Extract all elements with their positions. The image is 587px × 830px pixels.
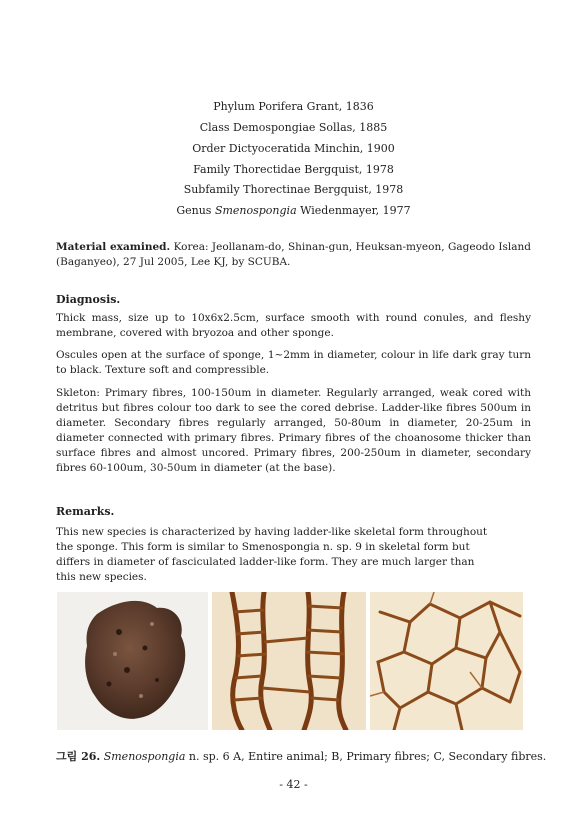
page-number: - 42 -: [279, 778, 308, 791]
remarks-text: This new species is characterized by having ladder-like skeletal form throughout the sponge. This form is similar to Smenospongia n. sp. 9 in skeletal form but differs in diameter of fasciculated ladder-like form. They are much larger than this new species.: [56, 526, 488, 583]
taxon-subfamily: Subfamily Thorectinae Bergquist, 1978: [183, 183, 404, 196]
taxon-class: Class Demospongiae Sollas, 1885: [199, 121, 388, 134]
genus-prefix: Genus: [176, 204, 212, 217]
taxon-genus: [0, 204, 587, 217]
genus-author: Wiedenmayer, 1977: [300, 204, 411, 217]
diagnosis-paragraph-2: Oscules open at the surface of sponge, 1~2mm in diameter, colour in life dark gray turn to black. Texture soft and compressible.: [56, 349, 531, 376]
material-label: Material examined.: [56, 241, 171, 253]
taxon-order: Order Dictyoceratida Minchin, 1900: [192, 142, 395, 155]
material-text: Korea: Jeollanam-do, Shinan-gun, Heuksan-myeon, Gageodo Island (Baganyeo), 27 Jul 2005, Lee KJ, by SCUBA.: [56, 241, 531, 268]
material-examined: [56, 240, 531, 270]
taxon-phylum: Phylum Porifera Grant, 1836: [213, 100, 374, 113]
photo-primary-fibres: [212, 592, 366, 730]
diagnosis-heading: Diagnosis.: [56, 293, 121, 306]
diagnosis-paragraph-3: Skleton: Primary fibres, 100-150um in diameter. Regularly arranged, weak cored with detritus but fibres colour too dark to see the cored debrise. Ladder-like fibres 500um in diameter. Secondary fibres regularly arranged, 50-80um in diameter, 20-25um in diameter connected with primary fibres. Primary fibres of the choanosome thicker than surface fibres and almost uncored. Primary fibres, 200-250um in diameter, secondary fibres 60-100um, 30-50um in diameter (at the base).: [56, 387, 531, 474]
figure-genus: Smenospongia: [103, 750, 186, 763]
diagnosis-paragraph-1: Thick mass, size up to 10x6x2.5cm, surface smooth with round conules, and fleshy membrane, covered with bryozoa and other sponge.: [56, 312, 531, 339]
figure-text: n. sp. 6 A, Entire animal; B, Primary fibres; C, Secondary fibres.: [188, 750, 547, 763]
remarks-heading: Remarks.: [56, 505, 115, 518]
figure-caption: [56, 748, 546, 764]
genus-name: Smenospongia: [214, 204, 297, 217]
photo-entire-animal: [57, 592, 208, 730]
taxon-family: Family Thorectidae Bergquist, 1978: [193, 163, 394, 176]
photo-secondary-fibres: [370, 592, 523, 730]
figure-label: 그림 26.: [56, 750, 101, 763]
